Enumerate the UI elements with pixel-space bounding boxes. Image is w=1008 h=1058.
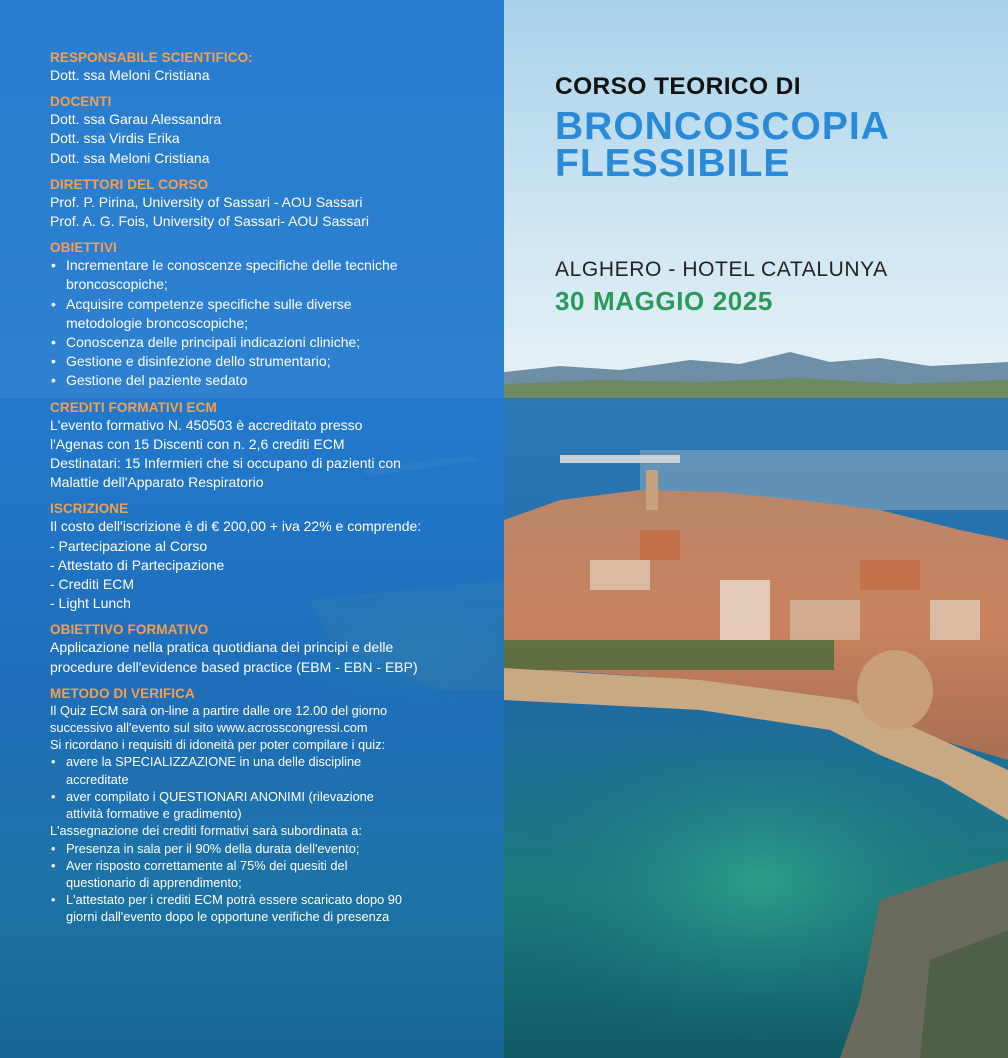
obiettivi-heading: OBIETTIVI bbox=[50, 240, 117, 256]
obiettivo-item: • Conoscenza delle principali indicazioni cliniche; bbox=[50, 333, 470, 352]
obiettivo-formativo-line: procedure dell'evidence based practice (EBM - EBN - EBP) bbox=[50, 658, 418, 675]
docente-2: Dott. ssa Virdis Erika bbox=[50, 130, 180, 147]
crediti-line: l'Agenas con 15 Discenti con n. 2,6 crediti ECM bbox=[50, 435, 345, 452]
obiettivo-formativo-section bbox=[50, 621, 470, 676]
condizione-item bbox=[50, 891, 470, 925]
requisito-item bbox=[50, 753, 470, 787]
direttore-2: Prof. A. G. Fois, University of Sassari- AOU Sassari bbox=[50, 213, 369, 230]
docente-1: Dott. ssa Garau Alessandra bbox=[50, 111, 222, 128]
iscrizione-line: - Attestato di Partecipazione bbox=[50, 556, 225, 573]
metodo-line: successivo all'evento sul sito www.acrosscongressi.com bbox=[50, 720, 368, 736]
crediti-heading: CREDITI FORMATIVI ECM bbox=[50, 399, 217, 415]
docenti-heading: DOCENTI bbox=[50, 94, 112, 110]
course-title-block bbox=[555, 72, 995, 185]
obiettivo-item: • Gestione e disinfezione dello strumentario; bbox=[50, 352, 470, 371]
requisito-item bbox=[50, 788, 470, 822]
obiettivo-text: metodologie broncoscopiche; bbox=[66, 314, 249, 331]
condizione-text: L'attestato per i crediti ECM potrà essere scaricato dopo 90 bbox=[66, 892, 403, 908]
crediti-line: Destinatari: 15 Infermieri che si occupano di pazienti con bbox=[50, 455, 401, 472]
event-date: 30 MAGGIO 2025 bbox=[555, 286, 773, 316]
condizione-text: giorni dall'evento dopo le opportune verifiche di presenza bbox=[66, 909, 390, 925]
obiettivo-formativo-heading: OBIETTIVO FORMATIVO bbox=[50, 622, 209, 638]
obiettivo-item: • Gestione del paziente sedato bbox=[50, 371, 470, 390]
direttori-heading: DIRETTORI DEL CORSO bbox=[50, 176, 209, 192]
info-content bbox=[50, 49, 470, 934]
course-title-line3: FLESSIBILE bbox=[555, 142, 791, 185]
metodo-section bbox=[50, 685, 470, 926]
crediti-line: L'evento formativo N. 450503 è accreditato presso bbox=[50, 416, 363, 433]
crediti-line: Malattie dell'Apparato Respiratorio bbox=[50, 474, 264, 491]
iscrizione-line: - Partecipazione al Corso bbox=[50, 537, 208, 554]
docente-3: Dott. ssa Meloni Cristiana bbox=[50, 149, 210, 166]
obiettivo-item bbox=[50, 295, 470, 333]
metodo-line: L'assegnazione dei crediti formativi sarà subordinata a: bbox=[50, 823, 362, 839]
course-title-line2: BRONCOSCOPIA bbox=[555, 105, 890, 148]
responsabile-name: Dott. ssa Meloni Cristiana bbox=[50, 67, 210, 83]
metodo-line: Il Quiz ECM sarà on-line a partire dalle ore 12.00 del giorno bbox=[50, 702, 388, 718]
iscrizione-line: - Light Lunch bbox=[50, 595, 131, 612]
obiettivo-text: broncoscopiche; bbox=[66, 276, 168, 293]
condizione-text: questionario di apprendimento; bbox=[66, 874, 242, 890]
requisito-text: accreditate bbox=[66, 771, 129, 787]
responsabile-section bbox=[50, 49, 470, 85]
obiettivo-text: Incrementare le conoscenze specifiche delle tecniche bbox=[66, 257, 398, 274]
condizione-text: Aver risposto correttamente al 75% dei quesiti del bbox=[66, 857, 348, 873]
venue: ALGHERO - HOTEL CATALUNYA bbox=[555, 258, 888, 281]
metodo-heading: METODO DI VERIFICA bbox=[50, 685, 195, 701]
condizione-item: • Presenza in sala per il 90% della durata dell'evento; bbox=[50, 840, 470, 857]
obiettivo-text: Acquisire competenze specifiche sulle diverse bbox=[66, 295, 352, 312]
metodo-line: Si ricordano i requisiti di idoneità per poter compilare i quiz: bbox=[50, 737, 386, 753]
obiettivi-section bbox=[50, 239, 470, 390]
iscrizione-line: - Crediti ECM bbox=[50, 576, 135, 593]
requisito-text: aver compilato i QUESTIONARI ANONIMI (rilevazione bbox=[66, 788, 374, 804]
iscrizione-line: Il costo dell'iscrizione è di € 200,00 + iva 22% e comprende: bbox=[50, 518, 422, 535]
direttore-1: Prof. P. Pirina, University of Sassari - AOU Sassari bbox=[50, 193, 363, 210]
requisito-text: avere la SPECIALIZZAZIONE in una delle discipline bbox=[66, 754, 362, 770]
iscrizione-section bbox=[50, 500, 470, 613]
docenti-section bbox=[50, 93, 470, 168]
obiettivo-item bbox=[50, 256, 470, 294]
condizione-item bbox=[50, 857, 470, 891]
iscrizione-heading: ISCRIZIONE bbox=[50, 501, 129, 517]
responsabile-heading: RESPONSABILE SCIENTIFICO: bbox=[50, 50, 253, 65]
direttori-section bbox=[50, 176, 470, 231]
requisito-text: attività formative e gradimento) bbox=[66, 806, 242, 822]
obiettivo-formativo-line: Applicazione nella pratica quotidiana dei principi e delle bbox=[50, 639, 394, 656]
crediti-section bbox=[50, 399, 470, 493]
course-title-line1: CORSO TEORICO DI bbox=[555, 73, 801, 100]
